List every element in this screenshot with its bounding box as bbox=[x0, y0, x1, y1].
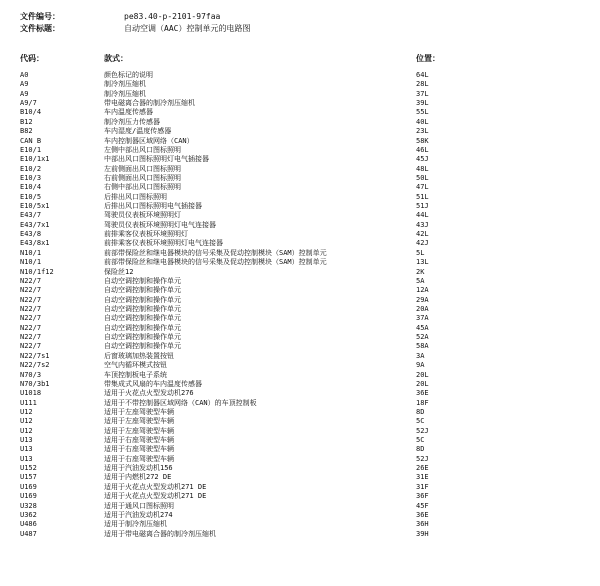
table-row bbox=[0, 174, 600, 183]
table-row bbox=[0, 80, 600, 89]
table-row bbox=[0, 146, 600, 155]
component-position: 9A bbox=[416, 361, 425, 370]
component-description: 自动空调控制和操作单元 bbox=[104, 295, 181, 304]
component-description: 适用于右座驾驶型车辆 bbox=[104, 436, 174, 445]
component-description: 适用于左座驾驶型车辆 bbox=[104, 417, 174, 426]
table-row bbox=[0, 352, 600, 361]
description-column-header: 款式： bbox=[104, 54, 128, 63]
component-description: 前部带保险丝和继电器模块的信号采集及促动控制模块（SAM）控制单元 bbox=[104, 258, 327, 267]
table-row bbox=[0, 249, 600, 258]
component-position: 50L bbox=[416, 173, 429, 182]
component-code: E43/8x1 bbox=[20, 239, 50, 248]
component-code: E43/7x1 bbox=[20, 220, 50, 229]
table-row bbox=[0, 221, 600, 230]
component-code: U328 bbox=[20, 501, 37, 510]
component-description: 自动空调控制和操作单元 bbox=[104, 323, 181, 332]
code-column-header: 代码： bbox=[20, 54, 44, 63]
table-row bbox=[0, 427, 600, 436]
component-code: N22/7 bbox=[20, 286, 42, 295]
component-description: 右侧中部出风口图标照明 bbox=[104, 183, 181, 192]
table-row bbox=[0, 436, 600, 445]
component-code: E10/1x1 bbox=[20, 155, 50, 164]
component-code: U111 bbox=[20, 398, 37, 407]
component-position: 37L bbox=[416, 89, 429, 98]
component-description: 后排出风口图标照明电气插接器 bbox=[104, 202, 202, 211]
component-position: 20L bbox=[416, 379, 429, 388]
component-position: 20A bbox=[416, 304, 429, 313]
component-code: N10/1 bbox=[20, 258, 42, 267]
component-code: N22/7 bbox=[20, 323, 42, 332]
component-code: U169 bbox=[20, 482, 37, 491]
component-code: E10/5x1 bbox=[20, 202, 50, 211]
component-description: 车顶控制板电子系统 bbox=[104, 370, 167, 379]
table-row bbox=[0, 455, 600, 464]
component-position: 42J bbox=[416, 239, 429, 248]
table-row bbox=[0, 380, 600, 389]
component-description: 适用于不带控制器区域网络（CAN）的车顶控制板 bbox=[104, 398, 257, 407]
component-description: 空气内循环模式按钮 bbox=[104, 361, 167, 370]
component-position: 52A bbox=[416, 333, 429, 342]
file-number-value: pe83.40-p-2101-97faa bbox=[124, 12, 221, 21]
table-row bbox=[0, 399, 600, 408]
component-position: 2K bbox=[416, 267, 425, 276]
component-code: E10/1 bbox=[20, 145, 42, 154]
component-position: 29A bbox=[416, 295, 429, 304]
component-code: U486 bbox=[20, 520, 37, 529]
component-code: U152 bbox=[20, 464, 37, 473]
component-code: N70/3 bbox=[20, 370, 42, 379]
component-description: 左侧中部出风口图标照明 bbox=[104, 145, 181, 154]
table-row bbox=[0, 108, 600, 117]
component-code: U157 bbox=[20, 473, 37, 482]
component-code: U12 bbox=[20, 417, 33, 426]
component-position: 45J bbox=[416, 155, 429, 164]
table-row bbox=[0, 324, 600, 333]
component-position: 13L bbox=[416, 258, 429, 267]
component-position: 42L bbox=[416, 230, 429, 239]
component-description: 保险丝12 bbox=[104, 267, 134, 276]
component-position: 37A bbox=[416, 314, 429, 323]
table-row bbox=[0, 165, 600, 174]
component-description: 适用于汽油发动机274 bbox=[104, 510, 173, 519]
component-position: 45A bbox=[416, 323, 429, 332]
component-position: 51L bbox=[416, 192, 429, 201]
table-row bbox=[0, 445, 600, 454]
component-position: 51J bbox=[416, 202, 429, 211]
component-code: U12 bbox=[20, 407, 33, 416]
component-position: 36H bbox=[416, 520, 429, 529]
component-description: 自动空调控制和操作单元 bbox=[104, 342, 181, 351]
component-code: A9/7 bbox=[20, 99, 37, 108]
component-description: 自动空调控制和操作单元 bbox=[104, 314, 181, 323]
component-description: 车内控制器区域网络（CAN） bbox=[104, 136, 194, 145]
component-position: 55L bbox=[416, 108, 429, 117]
component-code: A9 bbox=[20, 80, 29, 89]
component-position: 58K bbox=[416, 136, 429, 145]
component-description: 制冷剂压力传感器 bbox=[104, 117, 160, 126]
table-row bbox=[0, 258, 600, 267]
component-code: N22/7 bbox=[20, 276, 42, 285]
table-row bbox=[0, 183, 600, 192]
component-position: 5C bbox=[416, 436, 425, 445]
table-row bbox=[0, 483, 600, 492]
component-position: 36F bbox=[416, 492, 429, 501]
table-row bbox=[0, 520, 600, 529]
component-code: E43/7 bbox=[20, 211, 42, 220]
table-row bbox=[0, 342, 600, 351]
table-row bbox=[0, 268, 600, 277]
component-description: 适用于火花点火型发动机271 DE bbox=[104, 492, 207, 501]
table-row bbox=[0, 71, 600, 80]
component-code: E10/2 bbox=[20, 164, 42, 173]
table-row bbox=[0, 361, 600, 370]
component-code: N10/1f12 bbox=[20, 267, 54, 276]
component-code: B82 bbox=[20, 127, 33, 136]
table-row bbox=[0, 286, 600, 295]
table-row bbox=[0, 492, 600, 501]
table-row bbox=[0, 137, 600, 146]
component-description: 颜色标记的说明 bbox=[104, 71, 153, 79]
table-row bbox=[0, 314, 600, 323]
table-row bbox=[0, 473, 600, 482]
file-number-label: 文件编号： bbox=[20, 12, 60, 21]
component-position: 31F bbox=[416, 482, 429, 491]
component-position: 46L bbox=[416, 145, 429, 154]
table-row bbox=[0, 371, 600, 380]
component-position: 52J bbox=[416, 454, 429, 463]
component-code: B10/4 bbox=[20, 108, 42, 117]
component-code: N22/7 bbox=[20, 295, 42, 304]
component-description: 前排乘客仪表板环境照明灯 bbox=[104, 230, 188, 239]
component-code: E43/8 bbox=[20, 230, 42, 239]
component-position: 31E bbox=[416, 473, 429, 482]
component-code: N22/7 bbox=[20, 342, 42, 351]
component-description: 中部出风口图标照明灯电气插接器 bbox=[104, 155, 209, 164]
component-code: E10/4 bbox=[20, 183, 42, 192]
table-row bbox=[0, 239, 600, 248]
table-row bbox=[0, 464, 600, 473]
component-code: E10/5 bbox=[20, 192, 42, 201]
component-position: 20L bbox=[416, 370, 429, 379]
component-code: U13 bbox=[20, 454, 33, 463]
component-position: 8D bbox=[416, 445, 425, 454]
component-position: 44L bbox=[416, 211, 429, 220]
component-description: 右前侧面出风口图标照明 bbox=[104, 173, 181, 182]
component-position: 26E bbox=[416, 464, 429, 473]
table-row bbox=[0, 99, 600, 108]
component-code: U12 bbox=[20, 426, 33, 435]
component-description: 前部带保险丝和继电器模块的信号采集及促动控制模块（SAM）控制单元 bbox=[104, 248, 327, 257]
component-description: 适用于带电磁离合器的制冷剂压缩机 bbox=[104, 529, 216, 538]
component-position: 18F bbox=[416, 398, 429, 407]
component-description: 制冷剂压缩机 bbox=[104, 80, 146, 89]
file-number-row bbox=[20, 12, 220, 22]
component-position: 5A bbox=[416, 276, 425, 285]
component-position: 36E bbox=[416, 389, 429, 398]
component-code: U1018 bbox=[20, 389, 42, 398]
component-description: 驾驶员仪表板环境照明灯电气连接器 bbox=[104, 220, 216, 229]
table-row bbox=[0, 193, 600, 202]
table-row bbox=[0, 530, 600, 539]
component-code: N22/7s2 bbox=[20, 361, 50, 370]
component-code: U13 bbox=[20, 445, 33, 454]
component-description: 适用于内燃机272 DE bbox=[104, 473, 172, 482]
component-code: U13 bbox=[20, 436, 33, 445]
table-row bbox=[0, 230, 600, 239]
component-code: U362 bbox=[20, 510, 37, 519]
file-title-value: 自动空调（AAC）控制单元的电路图 bbox=[124, 24, 251, 33]
component-table bbox=[0, 71, 600, 539]
component-code: N10/1 bbox=[20, 248, 42, 257]
component-position: 23L bbox=[416, 127, 429, 136]
component-description: 适用于汽油发动机156 bbox=[104, 464, 173, 473]
component-position: 47L bbox=[416, 183, 429, 192]
component-position: 48L bbox=[416, 164, 429, 173]
component-description: 适用于左座驾驶型车辆 bbox=[104, 426, 174, 435]
component-description: 车内温度传感器 bbox=[104, 108, 153, 117]
table-row bbox=[0, 211, 600, 220]
component-description: 适用于火花点火型发动机276 bbox=[104, 389, 194, 398]
position-column-header: 位置： bbox=[416, 54, 440, 63]
component-description: 适用于制冷剂压缩机 bbox=[104, 520, 167, 529]
component-position: 12A bbox=[416, 286, 429, 295]
component-code: N22/7 bbox=[20, 314, 42, 323]
table-header bbox=[0, 53, 600, 65]
component-position: 52J bbox=[416, 426, 429, 435]
table-row bbox=[0, 305, 600, 314]
component-description: 制冷剂压缩机 bbox=[104, 89, 146, 98]
component-position: 5C bbox=[416, 417, 425, 426]
component-position: 40L bbox=[416, 117, 429, 126]
component-code: A9 bbox=[20, 89, 29, 98]
table-row bbox=[0, 408, 600, 417]
component-description: 适用于左座驾驶型车辆 bbox=[104, 407, 174, 416]
component-description: 后排出风口图标照明 bbox=[104, 192, 167, 201]
component-position: 8D bbox=[416, 407, 425, 416]
table-row bbox=[0, 202, 600, 211]
component-position: 43J bbox=[416, 220, 429, 229]
table-row bbox=[0, 155, 600, 164]
file-title-label: 文件标题： bbox=[20, 24, 60, 33]
table-row bbox=[0, 118, 600, 127]
component-position: 28L bbox=[416, 80, 429, 89]
table-row bbox=[0, 502, 600, 511]
file-title-row bbox=[20, 24, 250, 34]
component-code: U487 bbox=[20, 529, 37, 538]
component-code: N22/7 bbox=[20, 304, 42, 313]
component-description: 适用于火花点火型发动机271 DE bbox=[104, 482, 207, 491]
table-row bbox=[0, 333, 600, 342]
component-description: 自动空调控制和操作单元 bbox=[104, 286, 181, 295]
component-description: 自动空调控制和操作单元 bbox=[104, 304, 181, 313]
table-row bbox=[0, 90, 600, 99]
table-row bbox=[0, 417, 600, 426]
component-code: CAN B bbox=[20, 136, 42, 145]
component-description: 适用于通风口图标照明 bbox=[104, 501, 174, 510]
table-row bbox=[0, 277, 600, 286]
component-description: 带集成式风扇的车内温度传感器 bbox=[104, 379, 202, 388]
component-position: 39H bbox=[416, 529, 429, 538]
component-position: 39L bbox=[416, 99, 429, 108]
component-description: 适用于右座驾驶型车辆 bbox=[104, 454, 174, 463]
component-code: B12 bbox=[20, 117, 33, 126]
component-description: 车内湿度/温度传感器 bbox=[104, 127, 172, 136]
component-description: 适用于右座驾驶型车辆 bbox=[104, 445, 174, 454]
table-row bbox=[0, 389, 600, 398]
component-code: U169 bbox=[20, 492, 37, 501]
component-position: 58A bbox=[416, 342, 429, 351]
component-description: 自动空调控制和操作单元 bbox=[104, 276, 181, 285]
component-description: 左前侧面出风口图标照明 bbox=[104, 164, 181, 173]
component-position: 45F bbox=[416, 501, 429, 510]
component-code: N70/3b1 bbox=[20, 379, 50, 388]
table-row bbox=[0, 127, 600, 136]
component-description: 前排乘客仪表板环境照明灯电气连接器 bbox=[104, 239, 223, 248]
component-position: 64L bbox=[416, 71, 429, 79]
component-description: 驾驶员仪表板环境照明灯 bbox=[104, 211, 181, 220]
component-description: 后窗玻璃加热装置按钮 bbox=[104, 351, 174, 360]
component-code: N22/7 bbox=[20, 333, 42, 342]
component-code: N22/7s1 bbox=[20, 351, 50, 360]
component-code: E10/3 bbox=[20, 173, 42, 182]
table-row bbox=[0, 511, 600, 520]
component-code: A0 bbox=[20, 71, 29, 79]
component-description: 自动空调控制和操作单元 bbox=[104, 333, 181, 342]
component-position: 5L bbox=[416, 248, 425, 257]
component-description: 带电磁离合器的制冷剂压缩机 bbox=[104, 99, 195, 108]
component-position: 3A bbox=[416, 351, 425, 360]
table-row bbox=[0, 296, 600, 305]
component-position: 36E bbox=[416, 510, 429, 519]
